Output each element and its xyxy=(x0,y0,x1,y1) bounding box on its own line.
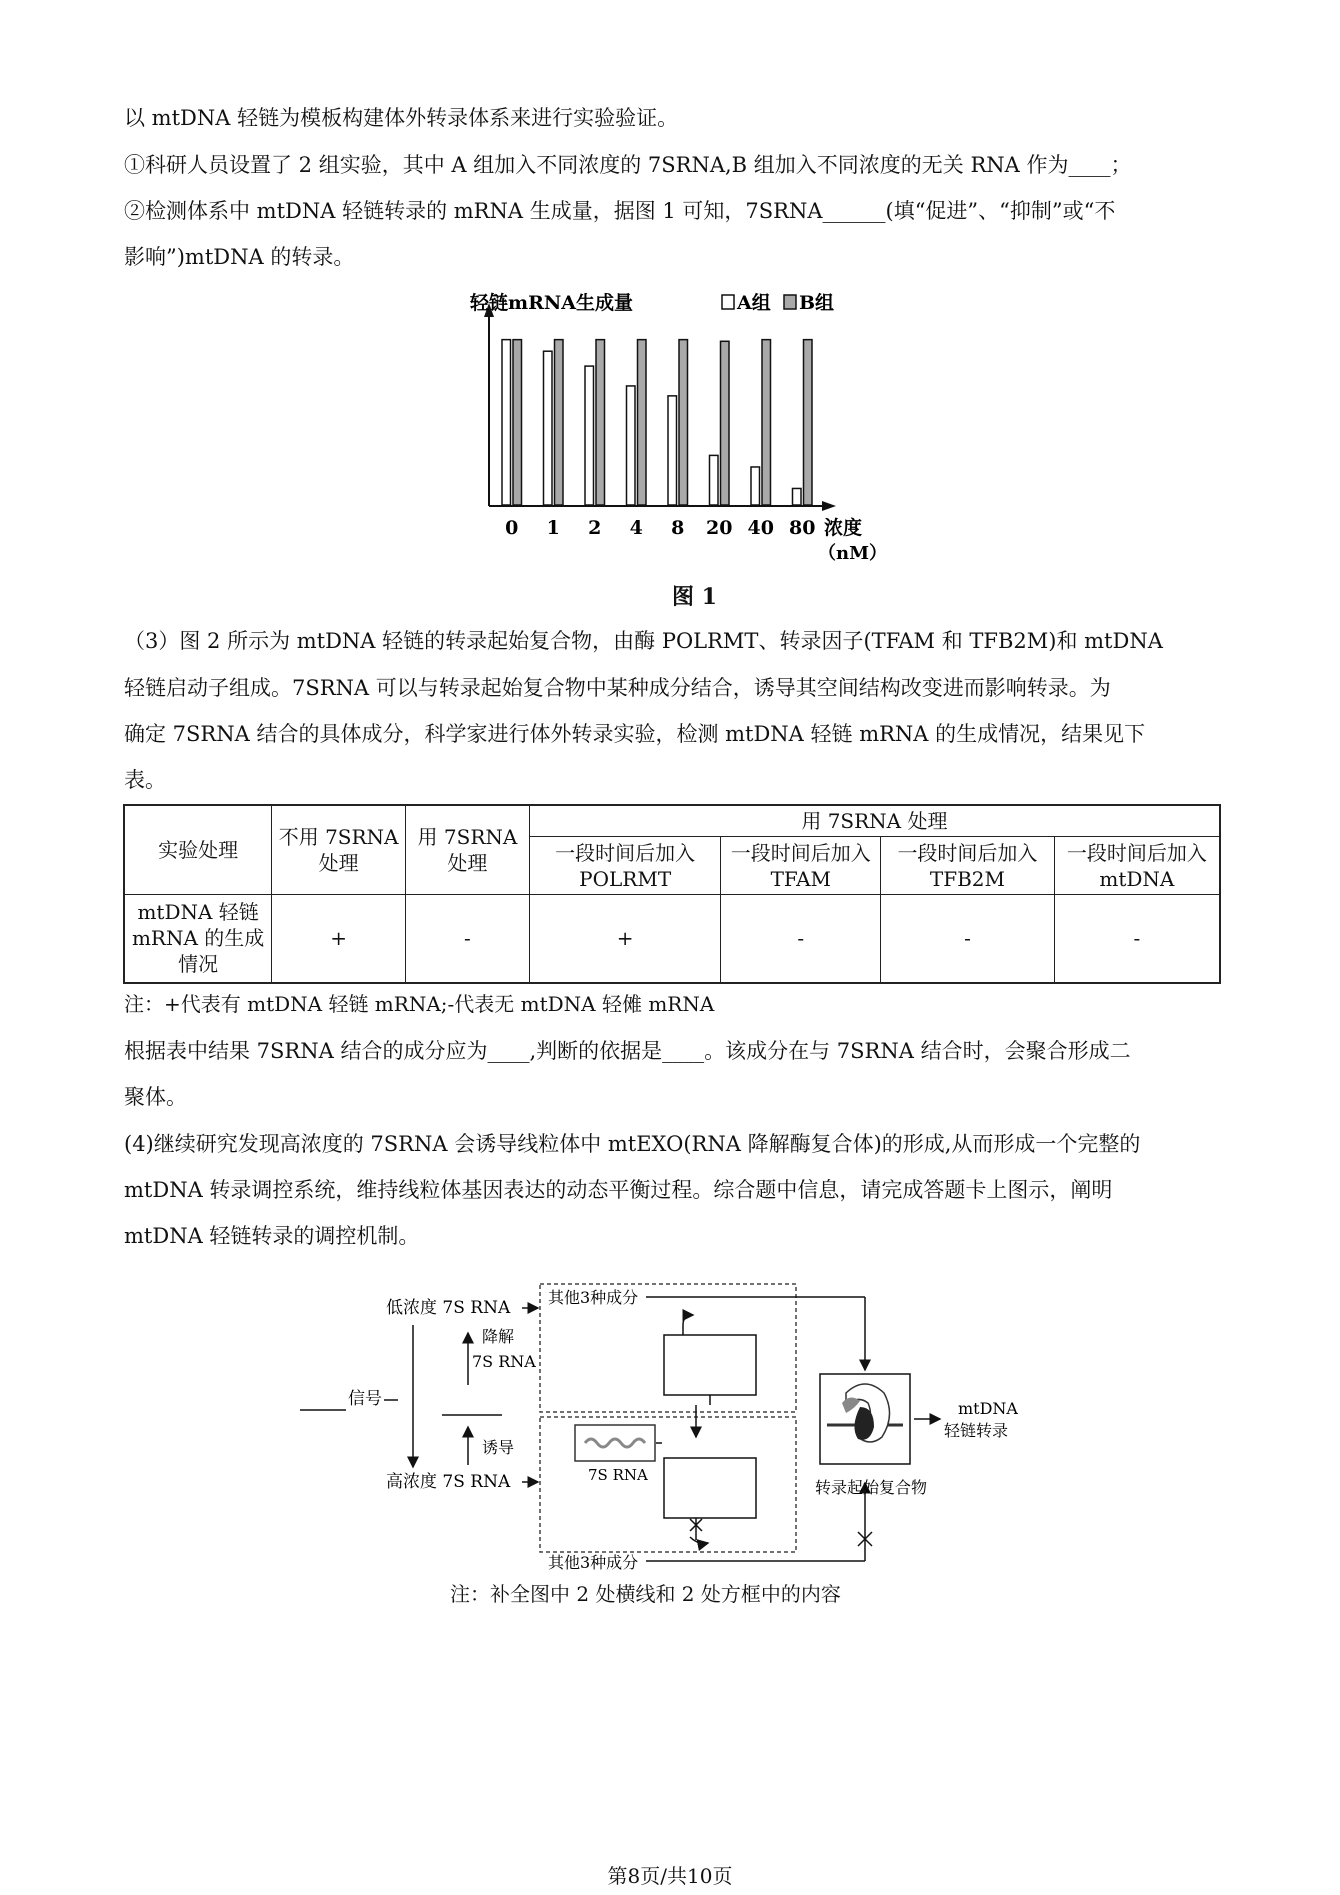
legend-swatch-a xyxy=(722,295,734,309)
question-4-cont: mtDNA 转录调控系统，维持线粒体基因表达的动态平衡过程。综合题中信息，请完成答题卡上图示，阐明 xyxy=(124,1178,1113,1202)
7s-rna-label: 7S RNA xyxy=(588,1466,648,1484)
question-2-cont: 影响”)mtDNA 的转录。 xyxy=(124,245,355,269)
x-tick-label: 40 xyxy=(747,517,774,539)
bar-a-40 xyxy=(751,467,760,505)
question-4: (4)继续研究发现高浓度的 7SRNA 会诱导线粒体中 mtEXO(RNA 降解酶复合体)的形成,从而形成一个完整的 xyxy=(124,1132,1141,1156)
figure-1-bar-chart xyxy=(460,285,900,575)
cell-result: - xyxy=(1054,895,1220,983)
question-1: ①科研人员设置了 2 组实验，其中 A 组加入不同浓度的 7SRNA,B 组加入不同浓度的无关 RNA 作为____； xyxy=(124,153,1132,177)
x-tick-label: 1 xyxy=(546,517,560,539)
x-tick-label: 4 xyxy=(629,517,643,539)
results-table xyxy=(123,804,1221,984)
paragraph-line: （3）图 2 所示为 mtDNA 轻链的转录起始复合物，由酶 POLRMT、转录因子(TFAM 和 TFB2M)和 mtDNA xyxy=(124,629,1163,653)
signal-label: 信号 xyxy=(348,1389,382,1409)
bar-a-2 xyxy=(585,366,594,505)
header-no-7srna: 不用 7SRNA 处理 xyxy=(272,805,406,895)
table-note: 注：+代表有 mtDNA 轻链 mRNA;-代表无 mtDNA 轻傩 mRNA xyxy=(124,992,715,1016)
induce-label: 诱导 xyxy=(482,1438,515,1457)
paragraph-line: 确定 7SRNA 结合的具体成分，科学家进行体外转录实验，检测 mtDNA 轻链 mRNA 的生成情况，结果见下 xyxy=(124,722,1146,746)
x-axis-unit: （nM） xyxy=(818,543,888,564)
question-4-cont: mtDNA 轻链转录的调控机制。 xyxy=(124,1224,420,1248)
cell-result: - xyxy=(721,895,881,983)
x-tick-label: 0 xyxy=(505,517,519,539)
y-axis-label: 轻链mRNA生成量 xyxy=(470,292,634,314)
header-sub-tfam: 一段时间后加入 TFAM xyxy=(721,837,881,895)
x-tick-label: 2 xyxy=(588,517,602,539)
legend-label-b: B组 xyxy=(799,292,835,314)
paragraph-line: 以 mtDNA 轻链为模板构建体外转录体系来进行实验验证。 xyxy=(124,106,679,130)
page-footer: 第8页/共10页 xyxy=(607,1864,733,1888)
bar-a-80 xyxy=(793,488,802,505)
bar-b-2 xyxy=(596,340,605,505)
bar-b-4 xyxy=(638,340,647,505)
row-label: mtDNA 轻链 mRNA 的生成情况 xyxy=(124,895,272,983)
header-sub-mtdna: 一段时间后加入 mtDNA xyxy=(1054,837,1220,895)
cell-result: - xyxy=(406,895,530,983)
cell-result: - xyxy=(881,895,1055,983)
output-label-2: 轻链转录 xyxy=(944,1421,1009,1440)
bar-a-8 xyxy=(668,396,677,505)
question-2: ②检测体系中 mtDNA 轻链转录的 mRNA 生成量，据图 1 可知，7SRNA______(填“促进”、“抑制”或“不 xyxy=(124,199,1116,223)
header-with-7srna: 用 7SRNA 处理 xyxy=(406,805,530,895)
x-tick-label: 20 xyxy=(706,517,733,539)
output-label-1: mtDNA xyxy=(958,1399,1018,1418)
bar-a-4 xyxy=(627,386,636,505)
figure-2-note: 注：补全图中 2 处横线和 2 处方框中的内容 xyxy=(450,1582,841,1606)
figure-1-caption: 图 1 xyxy=(672,584,717,610)
degrade-label: 降解 xyxy=(482,1327,515,1346)
figure-2-regulation-diagram xyxy=(290,1275,1060,1575)
cell-result: + xyxy=(529,895,721,983)
degrade-target-label: 7S RNA xyxy=(472,1352,536,1371)
bar-a-20 xyxy=(710,455,719,505)
other-components-top: 其他3种成分 xyxy=(548,1288,639,1307)
answer-box-2 xyxy=(664,1458,756,1518)
bar-b-0 xyxy=(513,340,522,505)
x-tick-label: 8 xyxy=(671,517,685,539)
bar-b-40 xyxy=(762,340,771,505)
header-sub-polrmt: 一段时间后加入 POLRMT xyxy=(529,837,721,895)
bar-b-20 xyxy=(721,341,730,505)
question-3: 根据表中结果 7SRNA 结合的成分应为____,判断的依据是____。该成分在与 7SRNA 结合时，会聚合形成二 xyxy=(124,1039,1131,1063)
cell-result: + xyxy=(272,895,406,983)
answer-box-1 xyxy=(664,1335,756,1395)
x-axis-label: 浓度 xyxy=(824,517,863,539)
x-tick-label: 80 xyxy=(789,517,816,539)
header-group: 用 7SRNA 处理 xyxy=(529,805,1220,837)
paragraph-line: 轻链启动子组成。7SRNA 可以与转录起始复合物中某种成分结合，诱导其空间结构改变进而影响转录。为 xyxy=(124,676,1111,700)
question-3-cont: 聚体。 xyxy=(124,1085,187,1109)
paragraph-line: 表。 xyxy=(124,768,166,792)
bar-b-80 xyxy=(804,340,813,505)
bar-a-1 xyxy=(544,351,553,505)
bar-b-1 xyxy=(555,340,564,505)
other-components-bottom: 其他3种成分 xyxy=(548,1553,639,1572)
header-sub-tfb2m: 一段时间后加入 TFB2M xyxy=(881,837,1055,895)
low-concentration-label: 低浓度 7S RNA xyxy=(386,1298,511,1318)
bar-a-0 xyxy=(502,340,511,505)
bar-b-8 xyxy=(679,340,688,505)
legend-swatch-b xyxy=(784,295,796,309)
header-treatment: 实验处理 xyxy=(124,805,272,895)
legend-label-a: A组 xyxy=(737,292,771,314)
complex-label: 转录起始复合物 xyxy=(815,1478,928,1497)
high-concentration-label: 高浓度 7S RNA xyxy=(386,1472,511,1492)
